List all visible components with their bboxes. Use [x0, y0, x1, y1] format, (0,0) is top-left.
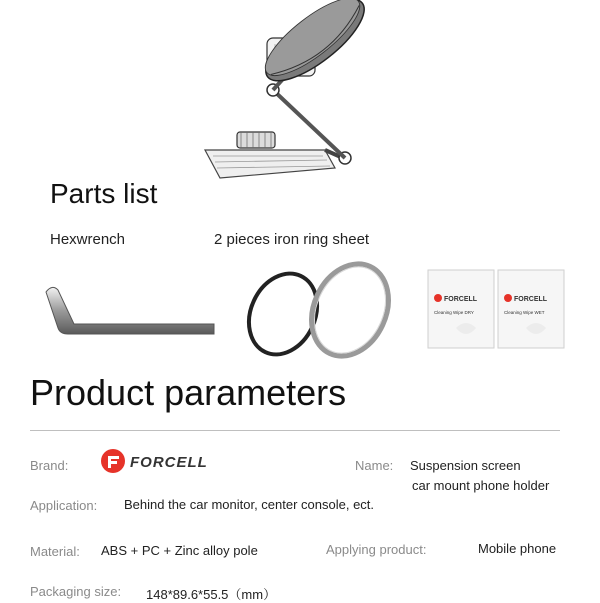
name-value-line2: car mount phone holder — [412, 478, 550, 493]
product-parameters-title: Product parameters — [30, 372, 347, 413]
packaging-size-value: 148*89.6*55.5（mm） — [146, 587, 277, 602]
section-divider — [30, 430, 560, 431]
wipe-dry-title: Cleaning Wipe DRY — [434, 310, 474, 315]
name-value-line1: Suspension screen — [410, 458, 521, 473]
wipe-dry-brand: FORCELL — [444, 296, 478, 303]
applying-product-label: Applying product: — [326, 542, 427, 557]
part-label-iron-rings: 2 pieces iron ring sheet — [214, 231, 370, 248]
application-label: Application: — [30, 498, 98, 513]
car-mount-holder-image — [195, 0, 385, 180]
packaging-size-label: Packaging size: — [30, 584, 122, 599]
application-value: Behind the car monitor, center console, ect. — [124, 497, 375, 512]
brand-label: Brand: — [30, 458, 69, 473]
iron-ring-icon — [238, 252, 398, 367]
material-value: ABS + PC + Zinc alloy pole — [101, 543, 258, 558]
name-label: Name: — [355, 458, 394, 473]
forcell-logo — [100, 448, 245, 474]
part-label-hexwrench: Hexwrench — [50, 231, 126, 248]
parts-list-title: Parts list — [50, 178, 158, 209]
applying-product-value: Mobile phone — [478, 541, 557, 556]
cleaning-wipe-icon — [426, 268, 566, 350]
wipe-wet-title: Cleaning Wipe WET — [504, 310, 545, 315]
brand-logo-text: FORCELL — [130, 454, 208, 471]
hexwrench-icon — [38, 282, 218, 340]
wipe-wet-brand: FORCELL — [514, 296, 548, 303]
material-label: Material: — [30, 544, 80, 559]
